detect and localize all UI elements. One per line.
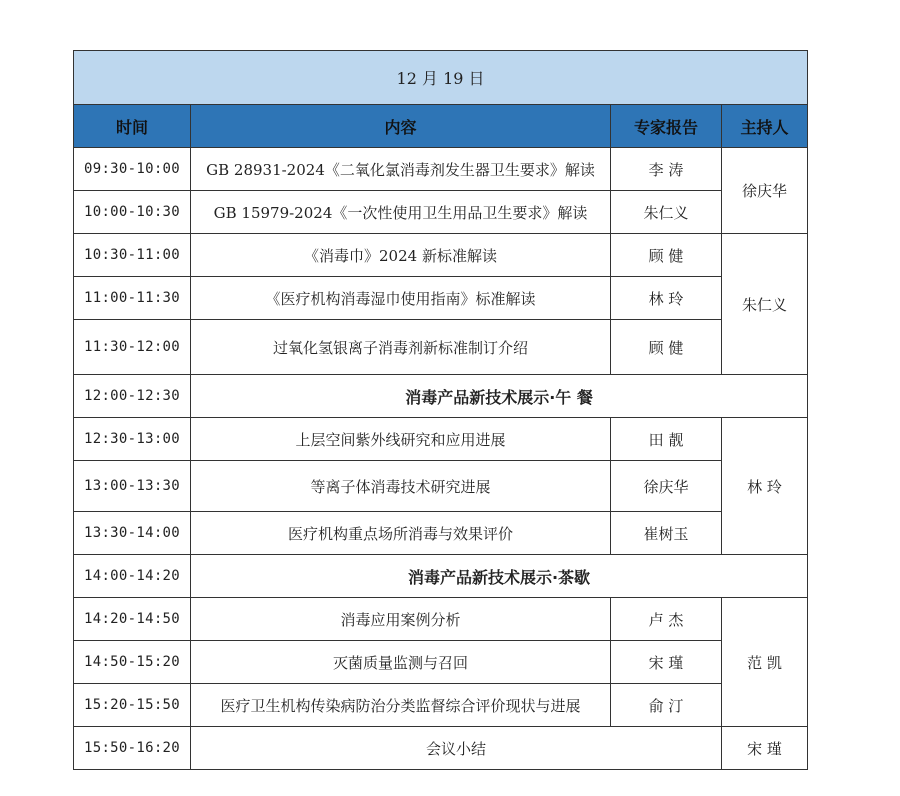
- time-cell: 13:00-13:30: [74, 461, 191, 512]
- speaker-cell: 李 涛: [611, 148, 722, 191]
- speaker-cell: 崔树玉: [611, 512, 722, 555]
- time-cell: 12:30-13:00: [74, 418, 191, 461]
- time-cell: 14:20-14:50: [74, 598, 191, 641]
- time-cell: 14:50-15:20: [74, 641, 191, 684]
- host-cell: 徐庆华: [722, 148, 808, 234]
- content-cell: 医疗机构重点场所消毒与效果评价: [191, 512, 611, 555]
- header-speaker: 专家报告: [611, 105, 722, 148]
- table-row: [74, 191, 808, 234]
- content-cell: 《医疗机构消毒湿巾使用指南》标准解读: [191, 277, 611, 320]
- time-cell: 13:30-14:00: [74, 512, 191, 555]
- header-content: 内容: [191, 105, 611, 148]
- content-cell: 过氧化氢银离子消毒剂新标准制订介绍: [191, 320, 611, 375]
- table-row: [74, 320, 808, 375]
- time-cell: 15:50-16:20: [74, 727, 191, 770]
- date-row: [74, 51, 808, 105]
- date-title: 12 月 19 日: [74, 51, 808, 105]
- table-row: [74, 148, 808, 191]
- content-cell: GB 28931-2024《二氧化氯消毒剂发生器卫生要求》解读: [191, 148, 611, 191]
- table-row: [74, 375, 808, 418]
- time-cell: 10:00-10:30: [74, 191, 191, 234]
- table-row: [74, 727, 808, 770]
- table-row: [74, 512, 808, 555]
- content-cell: 上层空间紫外线研究和应用进展: [191, 418, 611, 461]
- schedule-table: [73, 50, 808, 770]
- break-cell: 消毒产品新技术展示·午 餐: [191, 375, 808, 418]
- time-cell: 09:30-10:00: [74, 148, 191, 191]
- table-row: [74, 277, 808, 320]
- content-cell: 灭菌质量监测与召回: [191, 641, 611, 684]
- table-row: [74, 555, 808, 598]
- table-row: [74, 234, 808, 277]
- time-cell: 14:00-14:20: [74, 555, 191, 598]
- content-cell: 《消毒巾》2024 新标准解读: [191, 234, 611, 277]
- table-row: [74, 418, 808, 461]
- speaker-cell: 宋 瑾: [611, 641, 722, 684]
- header-row: [74, 105, 808, 148]
- content-cell: 会议小结: [191, 727, 722, 770]
- time-cell: 15:20-15:50: [74, 684, 191, 727]
- header-time: 时间: [74, 105, 191, 148]
- table-row: [74, 598, 808, 641]
- break-cell: 消毒产品新技术展示·茶歇: [191, 555, 808, 598]
- table-row: [74, 684, 808, 727]
- speaker-cell: 田 靓: [611, 418, 722, 461]
- content-cell: 消毒应用案例分析: [191, 598, 611, 641]
- time-cell: 10:30-11:00: [74, 234, 191, 277]
- speaker-cell: 朱仁义: [611, 191, 722, 234]
- speaker-cell: 卢 杰: [611, 598, 722, 641]
- header-host: 主持人: [722, 105, 808, 148]
- table-row: [74, 461, 808, 512]
- time-cell: 12:00-12:30: [74, 375, 191, 418]
- table-row: [74, 641, 808, 684]
- speaker-cell: 徐庆华: [611, 461, 722, 512]
- time-cell: 11:30-12:00: [74, 320, 191, 375]
- content-cell: 医疗卫生机构传染病防治分类监督综合评价现状与进展: [191, 684, 611, 727]
- speaker-cell: 俞 汀: [611, 684, 722, 727]
- speaker-cell: 林 玲: [611, 277, 722, 320]
- time-cell: 11:00-11:30: [74, 277, 191, 320]
- content-cell: GB 15979-2024《一次性使用卫生用品卫生要求》解读: [191, 191, 611, 234]
- content-cell: 等离子体消毒技术研究进展: [191, 461, 611, 512]
- host-cell: 宋 瑾: [722, 727, 808, 770]
- speaker-cell: 顾 健: [611, 234, 722, 277]
- host-cell: 朱仁义: [722, 234, 808, 375]
- host-cell: 范 凯: [722, 598, 808, 727]
- speaker-cell: 顾 健: [611, 320, 722, 375]
- host-cell: 林 玲: [722, 418, 808, 555]
